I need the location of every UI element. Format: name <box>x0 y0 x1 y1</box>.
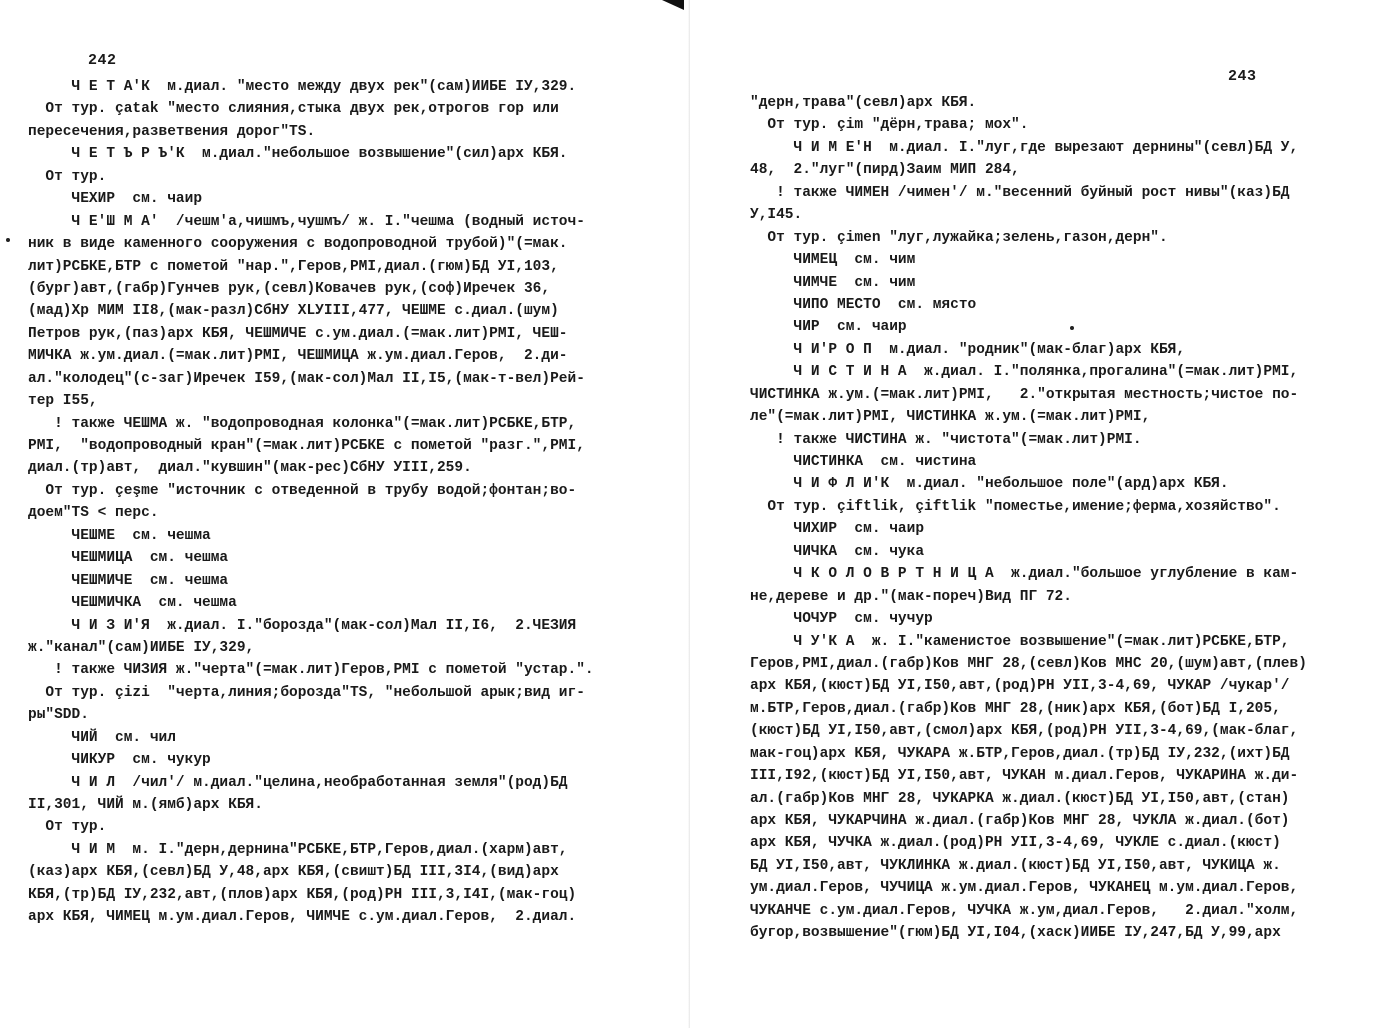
text-line: От тур. çim "дёрн,трава; мох". <box>750 117 1029 134</box>
text-line: ЧИПО МЕСТО см. място <box>750 296 977 313</box>
text-line: ! также ЧИМЕН /чимен'/ м."весенний буйный рост нивы"(каз)БД <box>750 184 1290 201</box>
text-line: ЧЕШМЕ см. чешма <box>28 527 211 544</box>
text-line: арх КБЯ, ЧУЧКА ж.диал.(род)РН УII,3-4,69, ЧУКЛЕ с.диал.(кюст) <box>750 835 1281 852</box>
text-line: доем"TS < перс. <box>28 505 159 522</box>
text-line: Петров рук,(паз)арх КБЯ, ЧЕШМИЧЕ с.ум.диал.(=мак.лит)РМI, ЧЕШ- <box>28 325 568 342</box>
text-line: От тур. çatak "место слияния,стыка двух рек,отрогов гор или <box>28 101 559 118</box>
scan-speck <box>1070 326 1074 330</box>
right-page-text <box>750 92 1385 945</box>
text-line: (кюст)БД УI,I50,авт,(смол)арх КБЯ,(род)РН УII,3-4,69,(мак-благ, <box>750 723 1299 740</box>
text-line: не,дереве и др."(мак-пореч)Вид ПГ 72. <box>750 588 1072 605</box>
text-line: МИЧКА ж.ум.диал.(=мак.лит)РМI, ЧЕШМИЦА ж.ум.диал.Геров, 2.ди- <box>28 348 568 365</box>
text-line: От тур. <box>28 819 107 836</box>
left-page-text <box>28 76 668 929</box>
text-line: ЧОЧУР см. чучур <box>750 611 933 628</box>
text-line: ал.(габр)Ков МНГ 28, ЧУКАРКА ж.диал.(кюст)БД УI,I50,авт,(стан) <box>750 790 1290 807</box>
text-line: ры"SDD. <box>28 707 89 724</box>
text-line: От тур. çizi "черта,линия;борозда"TS, "небольшой арык;вид иг- <box>28 684 585 701</box>
text-line: мак-гоц)арх КБЯ, ЧУКАРА ж.БТР,Геров,диал.(тр)БД IУ,232,(ихт)БД <box>750 745 1290 762</box>
text-line: Ч Е'Ш М А' /чешм'а,чишмъ,чушмъ/ ж. I."чешма (водный источ- <box>28 213 585 230</box>
right-page-number: 243 <box>1228 68 1257 85</box>
text-line: 48, 2."луг"(пирд)Заим МИП 284, <box>750 162 1020 179</box>
text-line: бугор,возвышение"(гюм)БД УI,I04,(хаск)ИИБЕ IУ,247,БД У,99,арх <box>750 925 1281 942</box>
text-line: От тур. çiftlik, çiftlik "поместье,имение;ферма,хозяйство". <box>750 498 1281 515</box>
text-line: ж."канал"(сам)ИИБЕ IУ,329, <box>28 639 255 656</box>
text-line: (мад)Хр МИМ II8,(мак-разл)СбНУ XLУIII,477, ЧЕШМЕ с.диал.(шум) <box>28 303 559 320</box>
text-line: ЧИЧКА см. чука <box>750 543 925 560</box>
text-line: ник в виде каменного сооружения с водопроводной трубой)"(=мак. <box>28 236 568 253</box>
text-line: ум.диал.Геров, ЧУЧИЦА ж.ум.диал.Геров, ЧУКАНЕЦ м.ум.диал.Геров, <box>750 880 1299 897</box>
text-line: тер I55, <box>28 393 98 410</box>
text-line: ЧИКУР см. чукур <box>28 752 211 769</box>
text-line: Ч И'Р О П м.диал. "родник"(мак-благ)арх КБЯ, <box>750 341 1186 358</box>
text-line: пересечения,разветвения дорог"TS. <box>28 123 316 140</box>
text-line: арх КБЯ, ЧУКАРЧИНА ж.диал.(габр)Ков МНГ 28, ЧУКЛА ж.диал.(бот) <box>750 813 1290 829</box>
text-line: Ч Е Т А'К м.диал. "место между двух рек"(сам)ИИБЕ IУ,329. <box>28 79 577 95</box>
text-line: От тур. çeşme "источник с отведенной в трубу водой;фонтан;во- <box>28 482 577 499</box>
text-line: От тур. <box>28 168 107 185</box>
text-line: ЧИР см. чаир <box>750 319 907 336</box>
left-page-number: 242 <box>88 52 117 69</box>
text-line: ЧИСТИНКА см. чистина <box>750 454 977 470</box>
text-line: ЧЕШМИЦА см. чешма <box>28 550 229 567</box>
text-line: Ч К О Л О В Р Т Н И Ц А ж.диал."большое углубление в кам- <box>750 566 1299 583</box>
text-line: II,301, ЧИЙ м.(ямб)арх КБЯ. <box>28 797 263 813</box>
text-line: Ч И С Т И Н А ж.диал. I."полянка,прогалина"(=мак.лит)РМI, <box>750 364 1299 381</box>
text-line: От тур. çimen "луг,лужайка;зелень,газон,дерн". <box>750 229 1168 246</box>
text-line: ЧИМЕЦ см. чим <box>750 252 916 269</box>
text-line: (каз)арх КБЯ,(севл)БД У,48,арх КБЯ,(свишт)БД III,3I4,(вид)арх <box>28 864 559 881</box>
text-line: Ч И Ф Л И'К м.диал. "небольшое поле"(ард)арх КБЯ. <box>750 476 1229 493</box>
text-line: III,I92,(кюст)БД УI,I50,авт, ЧУКАН м.диал.Геров, ЧУКАРИНА ж.ди- <box>750 768 1299 785</box>
text-line: лит)РСБКЕ,БТР с пометой "нар.",Геров,РМI,диал.(гюм)БД УI,103, <box>28 258 559 275</box>
text-line: КБЯ,(тр)БД IУ,232,авт,(плов)арх КБЯ,(род)РН III,3,I4I,(мак-гоц) <box>28 886 577 903</box>
text-line: Ч И Л /чил'/ м.диал."целина,необработанная земля"(род)БД <box>28 774 568 791</box>
text-line: Ч И М Е'Н м.диал. I."луг,где вырезают дернины"(севл)БД У, <box>750 139 1299 156</box>
text-line: Ч И М м. I."дерн,дернина"РСБКЕ,БТР,Геров,диал.(харм)авт, <box>28 841 568 858</box>
text-line: ЧИЙ см. чил <box>28 729 176 746</box>
text-line: диал.(тр)авт, диал."кувшин"(мак-рес)СбНУ УIII,259. <box>28 460 472 477</box>
text-line: Геров,РМI,диал.(габр)Ков МНГ 28,(севл)Ков МНС 20,(шум)авт,(плев) <box>750 655 1307 672</box>
text-line: Ч И З И'Я ж.диал. I."борозда"(мак-сол)Мал II,I6, 2.ЧЕЗИЯ <box>28 617 577 634</box>
text-line: ! также ЧИЗИЯ ж."черта"(=мак.лит)Геров,РМI с пометой "устар.". <box>28 662 594 679</box>
text-line: ЧИМЧЕ см. чим <box>750 274 916 291</box>
right-page <box>690 0 1400 1028</box>
text-line: ЧЕШМИЧКА см. чешма <box>28 595 237 612</box>
text-line: ! также ЧЕШМА ж. "водопроводная колонка"(=мак.лит)РСБКЕ,БТР, <box>28 415 577 432</box>
text-line: Ч Е Т Ъ Р Ъ'К м.диал."небольшое возвышение"(сил)арх КБЯ. <box>28 146 568 163</box>
text-line: Ч У'К А ж. I."каменистое возвышение"(=мак.лит)РСБКЕ,БТР, <box>750 633 1290 650</box>
text-line: "дерн,трава"(севл)арх КБЯ. <box>750 95 977 111</box>
left-page <box>0 0 690 1028</box>
text-line: ЧЕШМИЧЕ см. чешма <box>28 572 229 589</box>
text-line: БД УI,I50,авт, ЧУКЛИНКА ж.диал.(кюст)БД УI,I50,авт, ЧУКИЦА ж. <box>750 857 1281 874</box>
text-line: РМI, "водопроводный кран"(=мак.лит)РСБКЕ с пометой "разг.",РМI, <box>28 438 585 454</box>
text-line: (бург)авт,(габр)Гунчев рук,(севл)Ковачев рук,(соф)Иречек 36, <box>28 280 551 297</box>
scan-speck <box>6 238 10 242</box>
text-line: арх КБЯ, ЧИМЕЦ м.ум.диал.Геров, ЧИМЧЕ с.ум.диал.Геров, 2.диал. <box>28 909 577 926</box>
text-line: арх КБЯ,(кюст)БД УI,I50,авт,(род)РН УII,3-4,69, ЧУКАР /чукар'/ <box>750 678 1290 695</box>
text-line: ал."колодец"(с-заг)Иречек I59,(мак-сол)Мал II,I5,(мак-т-вел)Рей- <box>28 370 585 387</box>
text-line: м.БТР,Геров,диал.(габр)Ков МНГ 28,(ник)арх КБЯ,(бот)БД I,205, <box>750 700 1281 717</box>
text-line: ЧУКАНЧЕ с.ум.диал.Геров, ЧУЧКА ж.ум,диал.Геров, 2.диал."холм, <box>750 902 1299 919</box>
text-line: ЧЕХИР см. чаир <box>28 191 203 208</box>
text-line: У,I45. <box>750 207 803 224</box>
text-line: ЧИСТИНКА ж.ум.(=мак.лит)РМI, 2."открытая местность;чистое по- <box>750 386 1299 403</box>
text-line: ле"(=мак.лит)РМI, ЧИСТИНКА ж.ум.(=мак.лит)РМI, <box>750 409 1151 426</box>
text-line: ЧИХИР см. чаир <box>750 521 925 538</box>
text-line: ! также ЧИСТИНА ж. "чистота"(=мак.лит)РМI. <box>750 431 1142 448</box>
